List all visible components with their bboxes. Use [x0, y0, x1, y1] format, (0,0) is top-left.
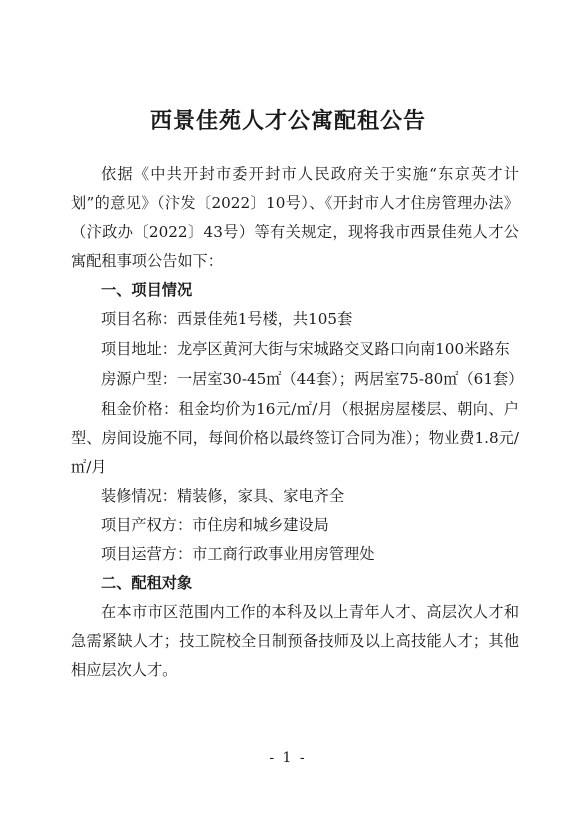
unit-types: 房源户型：一居室30-45㎡（44套）；两居室75-80㎡（61套） — [101, 370, 524, 388]
property-operator: 项目运营方：市工商行政事业用房管理处 — [101, 545, 375, 563]
intro-paragraph: 依据《中共开封市委开封市人民政府关于实施“东京英才计划”的意见》（汴发〔2022〕10号）、《开封市人才住房管理办法》（汴政办〔2022〕43号）等有关规定，现将我市西景佳苑人才公寓配租事项公告如下： — [71, 165, 519, 270]
property-owner: 项目产权方：市住房和城乡建设局 — [101, 516, 329, 534]
page-number: - 1 - — [269, 750, 307, 766]
eligible-tenants: 在本市市区范围内工作的本科及以上青年人才、高层次人才和急需紧缺人才；技工院校全日制预备技师及以上高技能人才；其他相应层次人才。 — [71, 603, 519, 679]
document-title: 西景佳苑人才公寓配租公告 — [149, 109, 426, 134]
project-address: 项目地址：龙亭区黄河大街与宋城路交叉路口向南100米路东 — [101, 340, 510, 358]
document-body — [71, 160, 524, 685]
section-heading-eligible-tenants: 二、配租对象 — [101, 574, 193, 592]
decoration-status: 装修情况：精装修，家具、家电齐全 — [101, 487, 344, 505]
rent-price: 租金价格：租金均价为16元/㎡/月（根据房屋楼层、朝向、户型、房间设施不同，每间价格以最终签订合同为准）；物业费1.8元/㎡/月 — [71, 400, 519, 476]
section-heading-project-info: 一、项目情况 — [101, 281, 193, 299]
project-name: 项目名称：西景佳苑1号楼，共105套 — [101, 310, 353, 328]
